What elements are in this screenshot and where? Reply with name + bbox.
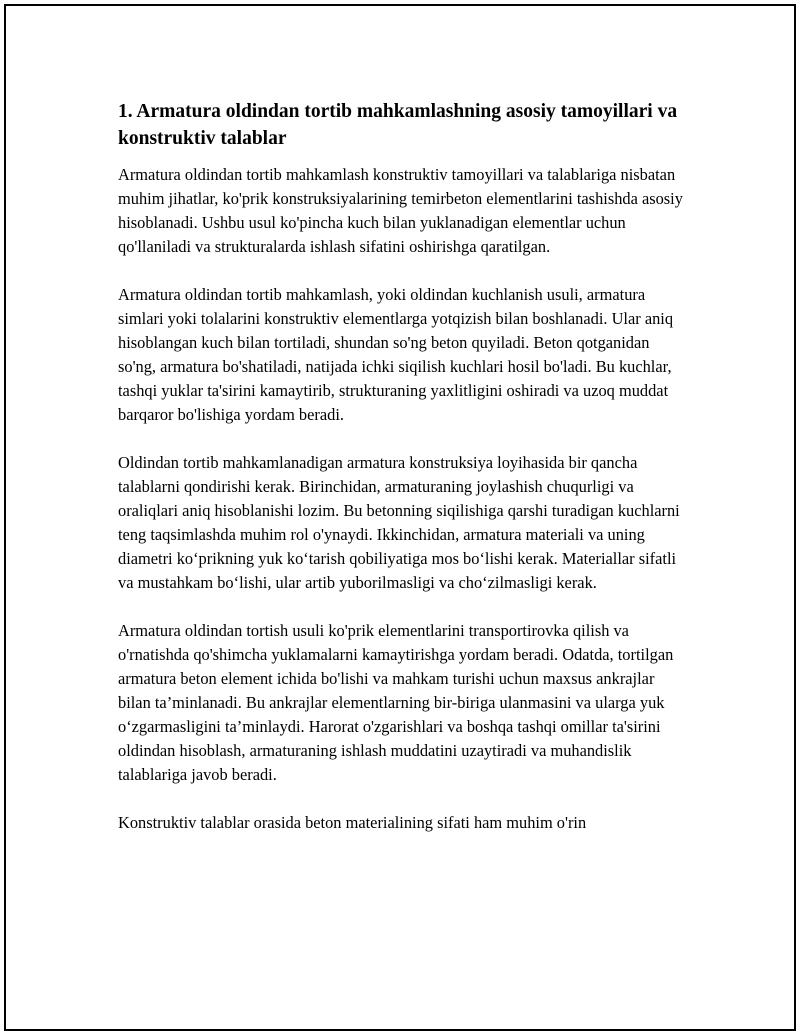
document-body — [118, 98, 688, 859]
paragraph-1: Armatura oldindan tortib mahkamlash konstruktiv tamoyillari va talablariga nisbatan muhim jihatlar, ko'prik konstruksiyalarining temirbeton elementlarini tashishda asosiy hisoblanadi. Ushbu usul ko'pincha kuch bilan yuklanadigan elementlar uchun qo'llaniladi va strukturalarda ishlash sifatini oshirishga qaratilgan. — [118, 165, 683, 256]
paragraph-4: Armatura oldindan tortish usuli ko'prik elementlarini transportirovka qilish va o'rnatishda qo'shimcha yuklamalarni kamaytirishga yordam beradi. Odatda, tortilgan armatura beton element ichida bo'lishi va mahkam turishi uchun maxsus ankrajlar bilan ta’minlanadi. Bu ankrajlar elementlarning bir-biriga ulanmasini va ularga yuk o‘zgarmasligini ta’minlaydi. Harorat o'zgarishlari va boshqa tashqi omillar ta'sirini oldindan hisoblash, armaturaning ishlash muddatini uzaytiradi va muhandislik talablariga javob beradi. — [118, 621, 674, 784]
section-heading: 1. Armatura oldindan tortib mahkamlashning asosiy tamoyillari va konstruktiv talablar — [118, 101, 678, 149]
paragraph-5: Konstruktiv talablar orasida beton materialining sifati ham muhim o'rin — [118, 813, 587, 832]
page-frame — [4, 4, 796, 1031]
paragraph-3: Oldindan tortib mahkamlanadigan armatura konstruksiya loyihasida bir qancha talablarni qondirishi kerak. Birinchidan, armaturaning joylashish chuqurligi va oraliqlari aniq hisoblanishi lozim. Bu betonning siqilishiga qarshi turadigan kuchlarni teng taqsimlashda muhim rol o'ynaydi. Ikkinchidan, armatura materiali va uning diametri ko‘prikning yuk ko‘tarish qobiliyatiga mos bo‘lishi kerak. Materiallar sifatli va mustahkam bo‘lishi, ular artib yuborilmasligi va cho‘zilmasligi kerak. — [118, 453, 680, 592]
paragraph-2: Armatura oldindan tortib mahkamlash, yoki oldindan kuchlanish usuli, armatura simlari yoki tolalarini konstruktiv elementlarga yotqizish bilan boshlanadi. Ular aniq hisoblangan kuch bilan tortiladi, shundan so'ng beton quyiladi. Beton qotganidan so'ng, armatura bo'shatiladi, natijada ichki siqilish kuchlari hosil bo'ladi. Bu kuchlar, tashqi yuklar ta'sirini kamaytirib, strukturaning yaxlitligini oshiradi va uzoq muddat barqaror bo'lishiga yordam beradi. — [118, 285, 674, 424]
